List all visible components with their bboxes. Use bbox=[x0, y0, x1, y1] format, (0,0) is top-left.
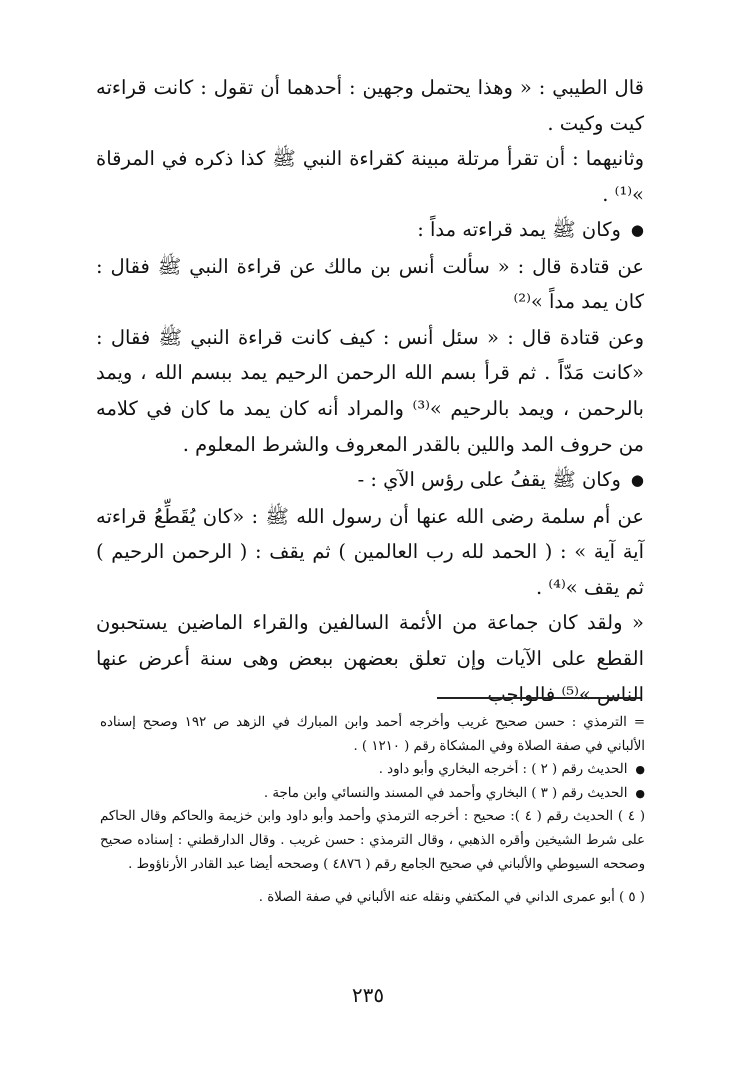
footnote-3 bbox=[100, 782, 645, 806]
bullet-icon: ● bbox=[635, 786, 645, 800]
bullet-heading-waqf bbox=[96, 462, 644, 498]
paragraph-qatada-2: وعن قتادة قال : « سئل أنس : كيف كانت قراءة النبي ﷺ فقال : «كانت مَدّاً . ثم قرأ بسم الله الرحمن الرحيم يمد ببسم الله ، ويمد بالرحمن ، ويمد بالرحيم »⁽³⁾ والمراد أنه كان يمد ما كان في كلامه من حروف المد واللين بالقدر المعروف والشرط المعلوم . bbox=[96, 325, 644, 456]
page-number: ٢٣٥ bbox=[351, 983, 385, 1007]
footnote-text: الحديث رقم ( ٣ ) البخاري وأحمد في المسند والنسائي وابن ماجة . bbox=[263, 785, 628, 801]
heading-text: وكان ﷺ يقفُ على رؤس الآي : - bbox=[357, 468, 621, 492]
footnote-separator bbox=[437, 697, 641, 699]
footnotes bbox=[100, 711, 645, 910]
footnote-2 bbox=[100, 758, 645, 782]
bullet-icon: ● bbox=[635, 763, 645, 777]
footnote-4: ( ٤ ) الحديث رقم ( ٤ ): صحيح : أخرجه الترمذي وأحمد وأبو داود وابن خزيمة والحاكم وقال الحاكم على شرط الشيخين وأقره الذهبي ، وقال الترمذي : حسن غريب . وقال الدارقطني : إسناده صحيح وصححه السيوطي والألباني في صحيح الجامع رقم ( ٤٨٧٦ ) وصححه أيضا عبد القادر الأرناؤوط . bbox=[100, 809, 646, 872]
bullet-icon: ● bbox=[630, 470, 644, 489]
footnote-continued: = الترمذي : حسن صحيح غريب وأخرجه أحمد وابن المبارك في الزهد ص ١٩٢ وصحح إسناده الألباني في صفة الصلاة وفي المشكاة رقم ( ١٢١٠ ) . bbox=[100, 715, 646, 754]
paragraph-qatada-1: عن قتادة قال : « سألت أنس بن مالك عن قراءة النبي ﷺ فقال : كان يمد مداً »⁽²⁾ bbox=[96, 254, 644, 314]
paragraph-tibi: قال الطيبي : « وهذا يحتمل وجهين : أحدهما أن تقول : كانت قراءته كيت وكيت . bbox=[96, 76, 644, 135]
paragraph-imams: « ولقد كان جماعة من الأئمة السالفين والقراء الماضين يستحبون القطع على الآيات وإن تعلق بعضهن ببعض وهى سنة أعرض عنها الناس »⁽⁵⁾ فالواجب bbox=[96, 611, 644, 706]
footnote-text: الحديث رقم ( ٢ ) : أخرجه البخاري وأبو داود . bbox=[378, 762, 628, 778]
paragraph-umm-salama: عن أم سلمة رضى الله عنها أن رسول الله ﷺ : «كان يُقَطِّعُ قراءته آية آية » : ( الحمد لله رب العالمين ) ثم يقف : ( الرحمن الرحيم ) ثم يقف »⁽⁴⁾ . bbox=[96, 504, 644, 599]
main-text bbox=[96, 70, 644, 712]
bullet-icon: ● bbox=[630, 221, 644, 240]
bullet-heading-madd bbox=[96, 212, 644, 248]
footnote-5: ( ٥ ) أبو عمرى الداني في المكتفي ونقله عنه الألباني في صفة الصلاة . bbox=[258, 890, 645, 906]
heading-text: وكان ﷺ يمد قراءته مداً : bbox=[417, 218, 621, 242]
paragraph-second-meaning: وثانيهما : أن تقرأ مرتلة مبينة كقراءة النبي ﷺ كذا ذكره في المرقاة »⁽¹⁾ . bbox=[96, 147, 644, 206]
